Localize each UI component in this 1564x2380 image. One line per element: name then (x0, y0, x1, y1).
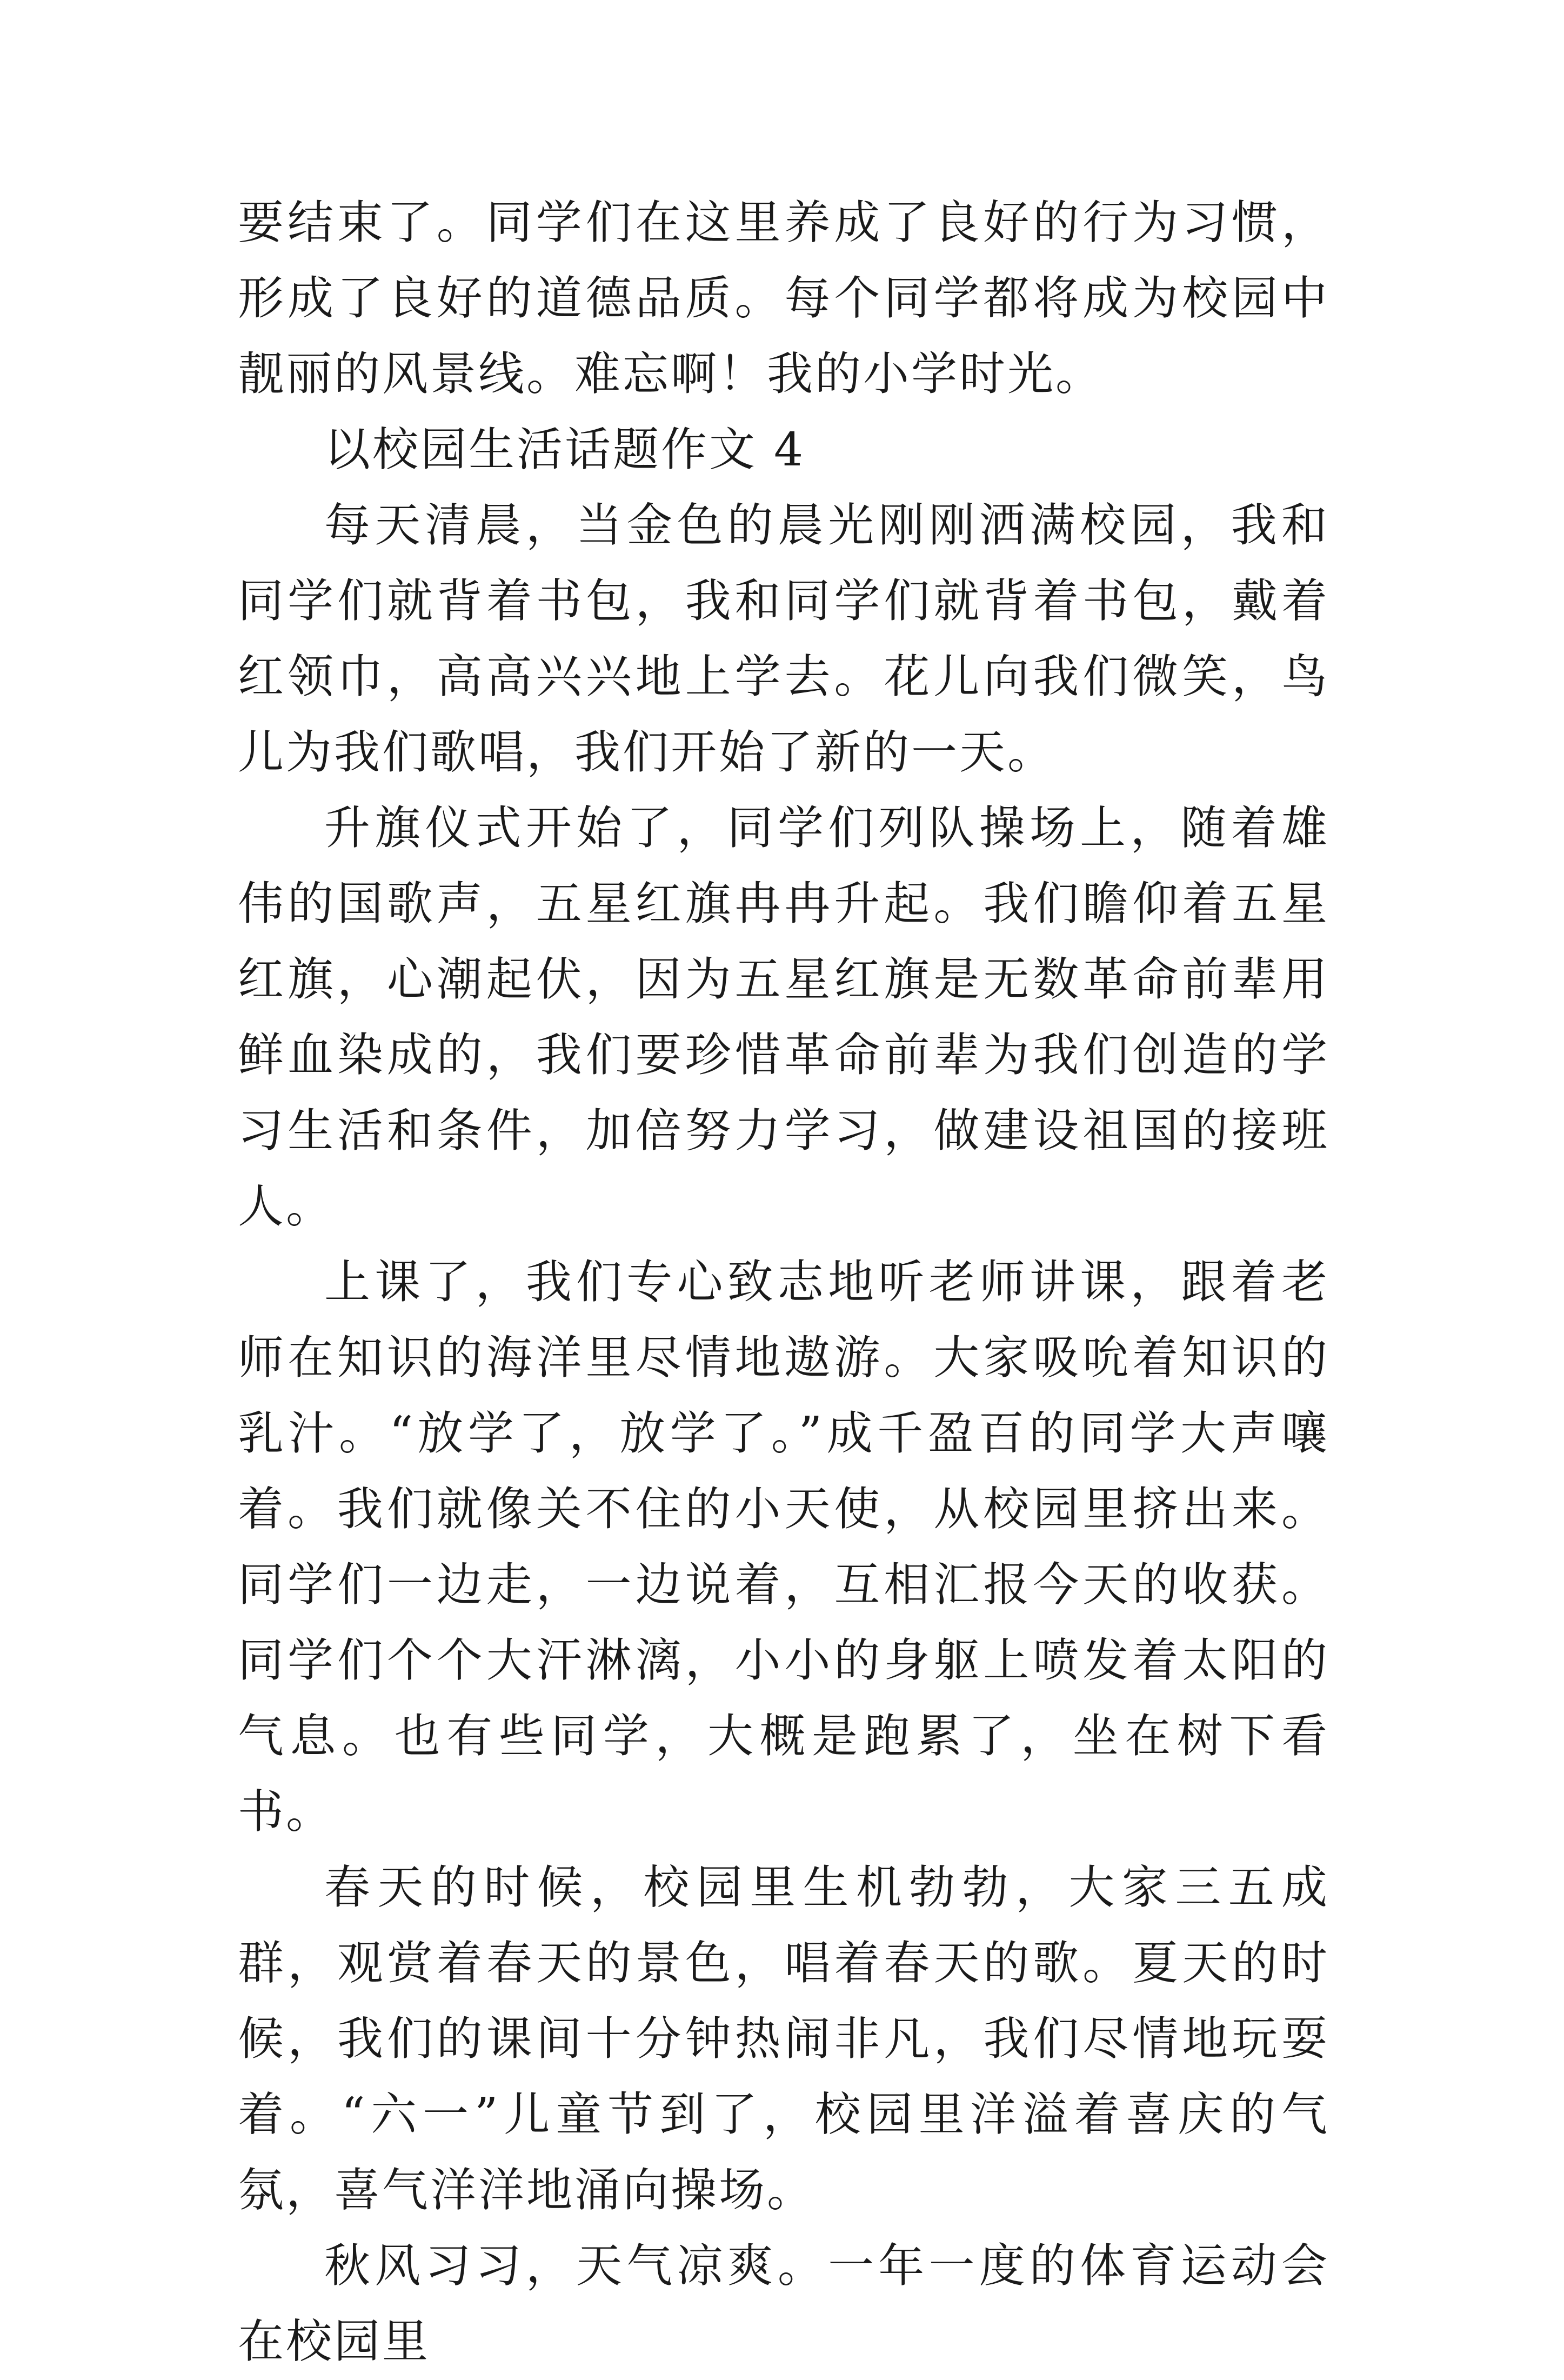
paragraph-continuation: 要结束了。同学们在这里养成了良好的行为习惯，形成了良好的道德品质。每个同学都将成为校园中靓丽的风景线。难忘啊！我的小学时光。 (238, 196, 1329, 401)
paragraph-class-time: 上课了，我们专心致志地听老师讲课，跟着老师在知识的海洋里尽情地遨游。大家吸吮着知识的乳汁。“放学了，放学了。”成千盈百的同学大声嚷着。我们就像关不住的小天使，从校园里挤出来。同学们一边走，一边说着，互相汇报今天的收获。同学们个个大汗淋漓，小小的身躯上喷发着太阳的气息。也有些同学，大概是跑累了，坐在树下看书。 (238, 1256, 1329, 1839)
paragraph-seasons: 春天的时候，校园里生机勃勃，大家三五成群，观赏着春天的景色，唱着春天的歌。夏天的时候，我们的课间十分钟热闹非凡，我们尽情地玩耍着。“六一”儿童节到了，校园里洋溢着喜庆的气氛，喜气洋洋地涌向操场。 (238, 1861, 1329, 2217)
section-heading: 以校园生活话题作文 4 (324, 423, 806, 477)
paragraph-morning: 每天清晨，当金色的晨光刚刚洒满校园，我和同学们就背着书包，我和同学们就背着书包，戴着红领巾，高高兴兴地上学去。花儿向我们微笑，鸟儿为我们歌唱，我们开始了新的一天。 (238, 499, 1329, 779)
paragraph-autumn: 秋风习习，天气凉爽。一年一度的体育运动会在校园里 (238, 2239, 1329, 2369)
paragraph-flag-ceremony: 升旗仪式开始了，同学们列队操场上，随着雄伟的国歌声，五星红旗冉冉升起。我们瞻仰着五星红旗，心潮起伏，因为五星红旗是无数革命前辈用鲜血染成的，我们要珍惜革命前辈为我们创造的学习生活和条件，加倍努力学习，做建设祖国的接班人。 (238, 802, 1329, 1234)
document-body (238, 185, 1329, 2380)
